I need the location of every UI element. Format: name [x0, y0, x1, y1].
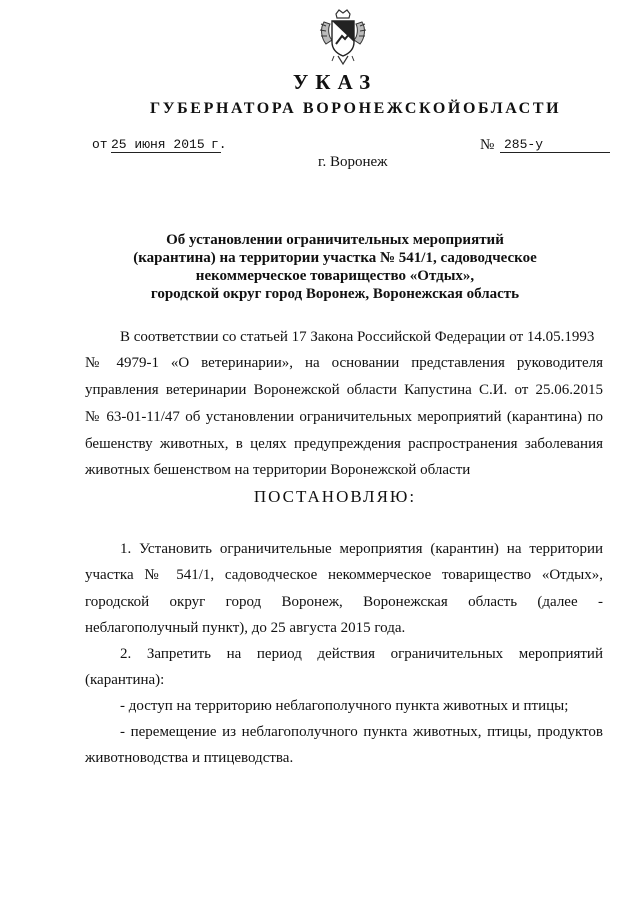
coat-of-arms-icon [318, 8, 368, 68]
number-sign: № [480, 137, 495, 153]
item-line: 1. Установить ограничительные мероприятия (карантин) на территории [120, 541, 603, 557]
subject-line: (карантина) на территории участка № 541/1, садоводческое [133, 250, 537, 266]
item-line: (карантина): [85, 672, 165, 688]
subject-line: Об установлении ограничительных мероприятий [166, 232, 504, 248]
item-line: - доступ на территорию неблагополучного пункта животных и птицы; [120, 698, 569, 714]
preamble-line: управления ветеринарии Воронежской области Капустина С.И. от 25.06.2015 [85, 382, 603, 398]
item-line: животноводства и птицеводства. [85, 750, 294, 766]
date-suffix: г. [211, 137, 227, 152]
preamble-line: бешенству животных, в целях предупреждения распространения заболевания [85, 436, 603, 452]
preamble-line: № 4979-1 «О ветеринарии», на основании представления руководителя [85, 355, 603, 371]
document-date: 25 июня 2015 [111, 137, 221, 153]
subject-line: некоммерческое товарищество «Отдых», [195, 268, 475, 284]
document-number: 285-у [500, 137, 610, 153]
subject-line: городской округ город Воронеж, Воронежская область [150, 286, 520, 302]
preamble-line: животных бешенством на территории Воронежской области [85, 462, 471, 478]
preamble-line: В соответствии со статьей 17 Закона Российской Федерации от 14.05.1993 [120, 329, 595, 345]
preamble-line: № 63-01-11/47 об установлении ограничительных мероприятий (карантина) по [85, 409, 603, 425]
item-line: участка № 541/1, садоводческое некоммерческое товарищество «Отдых», [85, 567, 603, 583]
document-type: УКАЗ [292, 70, 378, 94]
item-line: неблагополучный пункт), до 25 августа 2015 года. [85, 620, 406, 636]
item-line: - перемещение из неблагополучного пункта животных, птицы, продуктов [120, 724, 603, 740]
issue-city: г. Воронеж [318, 154, 388, 170]
item-line: 2. Запретить на период действия ограничительных мероприятий [120, 646, 603, 662]
decree-word: ПОСТАНОВЛЯЮ: [253, 487, 417, 506]
issuer-title: ГУБЕРНАТОРА ВОРОНЕЖСКОЙОБЛАСТИ [150, 100, 562, 117]
item-line: городской округ город Воронеж, Воронежская область (далее - [85, 594, 603, 610]
document-subject [100, 231, 570, 303]
date-prefix: от [92, 137, 108, 152]
